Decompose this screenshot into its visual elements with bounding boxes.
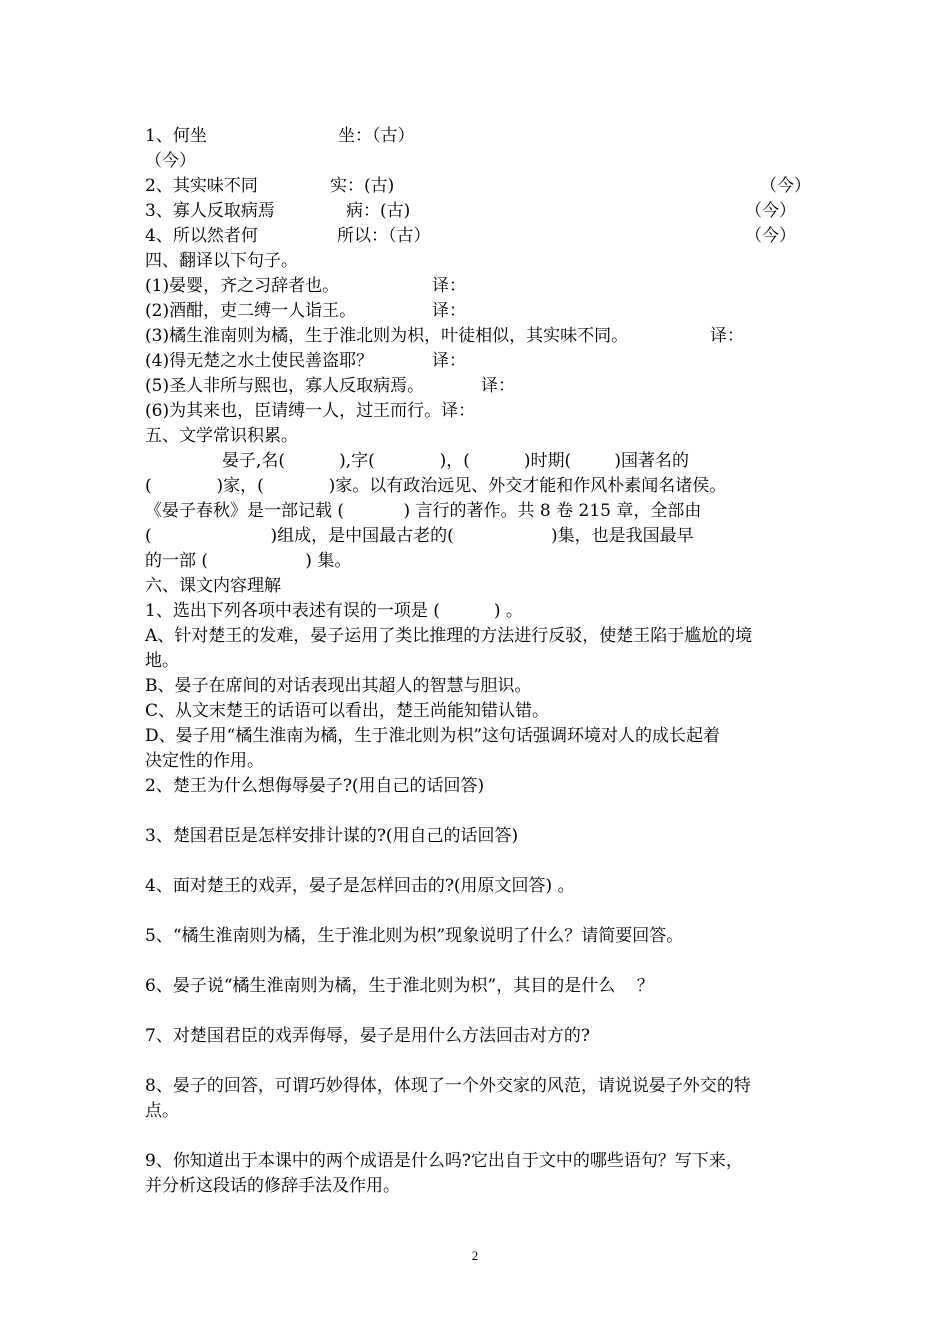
option-a-line-1: A、针对楚王的发难，晏子运用了类比推理的方法进行反驳，使楚王陷于尴尬的境	[145, 626, 753, 646]
translate-label-2: 译：	[432, 301, 466, 321]
option-d-line-1: D、晏子用“橘生淮南为橘，生于淮北则为枳”这句话强调环境对人的成长起着	[145, 726, 721, 746]
vocab-line-1-left: 1、何坐	[145, 126, 207, 146]
translate-item-3: (3)橘生淮南则为橘，生于淮北则为枳，叶徒相似，其实味不同。	[145, 326, 629, 346]
translate-label-4: 译：	[432, 351, 466, 371]
question-7: 7、对楚国君臣的戏弄侮辱，晏子是用什么方法回击对方的?	[145, 1026, 590, 1046]
question-8-line-2: 点。	[145, 1101, 179, 1121]
translate-label-1: 译：	[432, 276, 466, 296]
question-3: 3、楚国君臣是怎样安排计谋的?(用自己的话回答)	[145, 826, 519, 846]
translate-item-5: (5)圣人非所与熙也，寡人反取病焉。	[145, 376, 425, 396]
translate-item-4: (4)得无楚之水土使民善盗耶？	[145, 351, 374, 371]
section-6-heading: 六、课文内容理解	[145, 576, 281, 596]
section-4-heading: 四、翻译以下句子。	[145, 251, 298, 271]
vocab-line-3-jin: （今）	[745, 201, 796, 221]
translate-label-5: 译：	[481, 376, 515, 396]
lit-line-3: 《晏子春秋》是一部记载 ( ) 言行的著作。共 8 卷 215 章，全部由	[145, 501, 702, 521]
lit-line-5: 的一部 ( ) 集。	[145, 551, 352, 571]
translate-item-6: (6)为其来也，臣请缚一人，过王而行。译：	[145, 401, 476, 421]
option-a-line-2: 地。	[145, 651, 179, 671]
vocab-line-4-jin: （今）	[745, 226, 796, 246]
translate-item-2: (2)酒酣，吏二缚一人诣王。	[145, 301, 357, 321]
option-c: C、从文末楚王的话语可以看出，楚王尚能知错认错。	[145, 701, 550, 721]
option-b: B、晏子在席间的对话表现出其超人的智慧与胆识。	[145, 676, 532, 696]
question-6: 6、晏子说“橘生淮南则为橘，生于淮北则为枳”，其目的是什么 ？	[145, 976, 654, 996]
question-2: 2、楚王为什么想侮辱晏子?(用自己的话回答)	[145, 776, 485, 796]
question-9-line-2: 并分析这段话的修辞手法及作用。	[145, 1176, 400, 1196]
question-8-line-1: 8、晏子的回答，可谓巧妙得体，体现了一个外交家的风范，请说说晏子外交的特	[145, 1076, 751, 1096]
question-4: 4、面对楚王的戏弄，晏子是怎样回击的?(用原文回答) 。	[145, 876, 575, 896]
lit-line-1: 晏子,名( ),字( )，( )时期( )国著名的	[222, 451, 690, 471]
vocab-line-3-gu: 病：(古)	[346, 201, 411, 221]
vocab-line-2-gu: 实：(古)	[330, 176, 395, 196]
lit-line-2: ( )家，( )家。以有政治远见、外交才能和作风朴素闻名诸侯。	[145, 476, 727, 496]
vocab-line-2-jin: （今）	[760, 176, 811, 196]
vocab-line-4-gu: 所以：（古）	[337, 226, 431, 246]
translate-label-3: 译：	[710, 326, 744, 346]
vocab-line-1-gu: 坐：（古）	[338, 126, 415, 146]
lit-line-4: ( )组成，是中国最古老的( )集，也是我国最早	[145, 526, 694, 546]
translate-item-1: (1)晏婴，齐之习辞者也。	[145, 276, 340, 296]
vocab-line-2-left: 2、其实味不同	[145, 176, 258, 196]
vocab-line-1-jin: （今）	[145, 151, 196, 171]
page-number: 2	[471, 1248, 479, 1263]
question-1: 1、选出下列各项中表述有误的一项是 ( ) 。	[145, 601, 523, 621]
vocab-line-4-left: 4、所以然者何	[145, 226, 258, 246]
vocab-line-3-left: 3、寡人反取病焉	[145, 201, 275, 221]
section-5-heading: 五、文学常识积累。	[145, 426, 298, 446]
question-5: 5、“橘生淮南则为橘，生于淮北则为枳”现象说明了什么？请简要回答。	[145, 926, 684, 946]
option-d-line-2: 决定性的作用。	[145, 751, 264, 771]
question-9-line-1: 9、你知道出于本课中的两个成语是什么吗?它出自于文中的哪些语句？写下来，	[145, 1151, 743, 1171]
